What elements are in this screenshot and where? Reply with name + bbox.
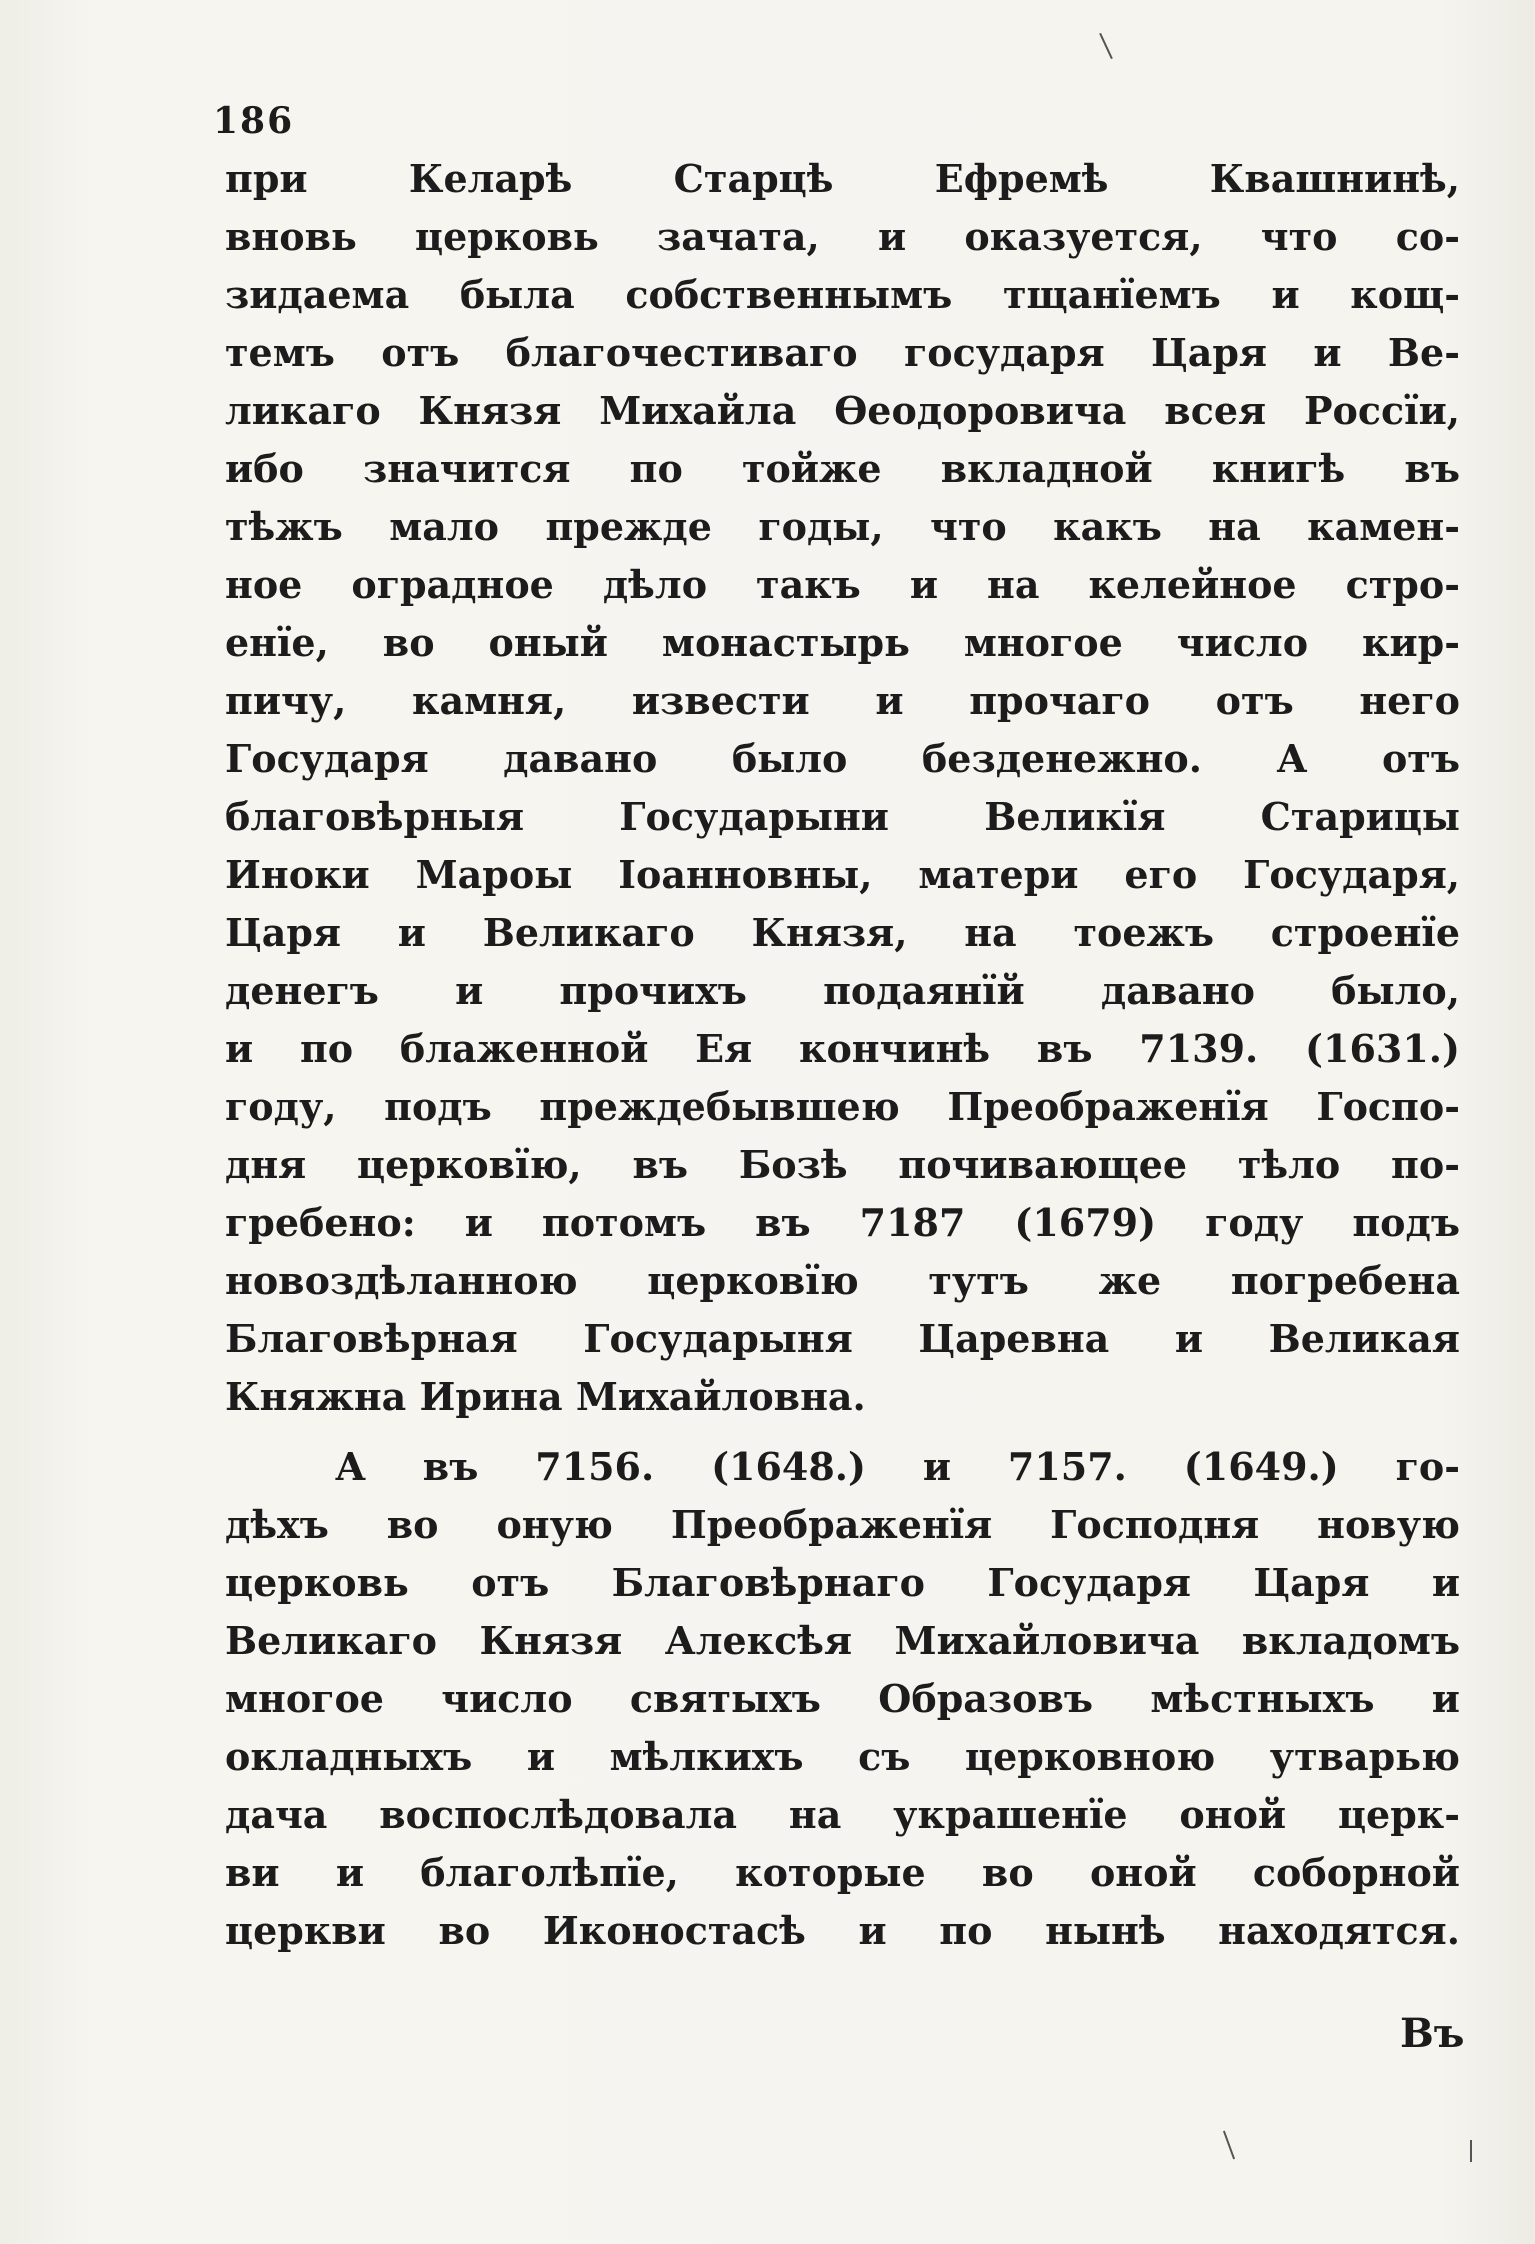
text-line: году, подъ преждебывшею Преображенїя Госпо-	[225, 1084, 1460, 1129]
text-line: дня церковїю, въ Бозѣ почивающее тѣло по-	[225, 1142, 1460, 1187]
text-line: ви и благолѣпїе, которые во оной соборной	[225, 1850, 1460, 1895]
text-line: тѣжъ мало прежде годы, что какъ на камен-	[225, 504, 1460, 549]
text-line: Благовѣрная Государыня Царевна и Великая	[225, 1316, 1460, 1361]
text-line: А въ 7156. (1648.) и 7157. (1649.) го-	[335, 1444, 1460, 1489]
text-line: многое число святыхъ Образовъ мѣстныхъ и	[225, 1676, 1460, 1721]
page-number: 186	[213, 100, 295, 142]
text-line: енїе, во оный монастырь многое число кир-	[225, 620, 1460, 665]
text-line: Княжна Ирина Михайловна.	[225, 1374, 866, 1419]
body-text	[225, 150, 1460, 1960]
text-line: денегъ и прочихъ подаянїй давано было,	[225, 968, 1460, 1013]
text-line: вновь церковь зачата, и оказуется, что со-	[225, 214, 1460, 259]
text-line: гребено: и потомъ въ 7187 (1679) году подъ	[225, 1200, 1460, 1245]
text-line: при Келарѣ Старцѣ Ефремѣ Квашнинѣ,	[225, 156, 1460, 201]
paper-mark	[1223, 2131, 1235, 2160]
paragraph-2	[225, 1438, 1460, 1960]
text-line: ное оградное дѣло такъ и на келейное стро-	[225, 562, 1460, 607]
text-line: Государя давано было безденежно. А отъ	[225, 736, 1460, 781]
catchword: Въ	[1400, 2010, 1465, 2057]
text-line: дача воспослѣдовала на украшенїе оной церк-	[225, 1792, 1460, 1837]
text-line: ликаго Князя Михайла Ѳеодоровича всея Россїи,	[225, 388, 1460, 433]
text-line: церковь отъ Благовѣрнаго Государя Царя и	[225, 1560, 1460, 1605]
text-line: и по блаженной Ея кончинѣ въ 7139. (1631.)	[225, 1026, 1460, 1071]
text-line: зидаема была собственнымъ тщанїемъ и кощ-	[225, 272, 1460, 317]
paragraph-1	[225, 150, 1460, 1426]
text-line: Великаго Князя Алексѣя Михайловича вкладомъ	[225, 1618, 1460, 1663]
text-line: пичу, камня, извести и прочаго отъ него	[225, 678, 1460, 723]
text-line: дѣхъ во оную Преображенїя Господня новую	[225, 1502, 1460, 1547]
paper-mark	[1470, 2140, 1472, 2162]
text-line: окладныхъ и мѣлкихъ съ церковною утварью	[225, 1734, 1460, 1779]
text-line: новоздѣланною церковїю тутъ же погребена	[225, 1258, 1460, 1303]
text-line: темъ отъ благочестиваго государя Царя и Ве-	[225, 330, 1460, 375]
paper-mark	[1099, 33, 1113, 59]
text-line: ибо значится по тойже вкладной книгѣ въ	[225, 446, 1460, 491]
text-line: Иноки Мароы Іоанновны, матери его Государя,	[225, 852, 1460, 897]
text-line: благовѣрныя Государыни Великїя Старицы	[225, 794, 1460, 839]
text-line: Царя и Великаго Князя, на тоежъ строенїе	[225, 910, 1460, 955]
text-line: церкви во Иконостасѣ и по нынѣ находятся.	[225, 1908, 1460, 1953]
